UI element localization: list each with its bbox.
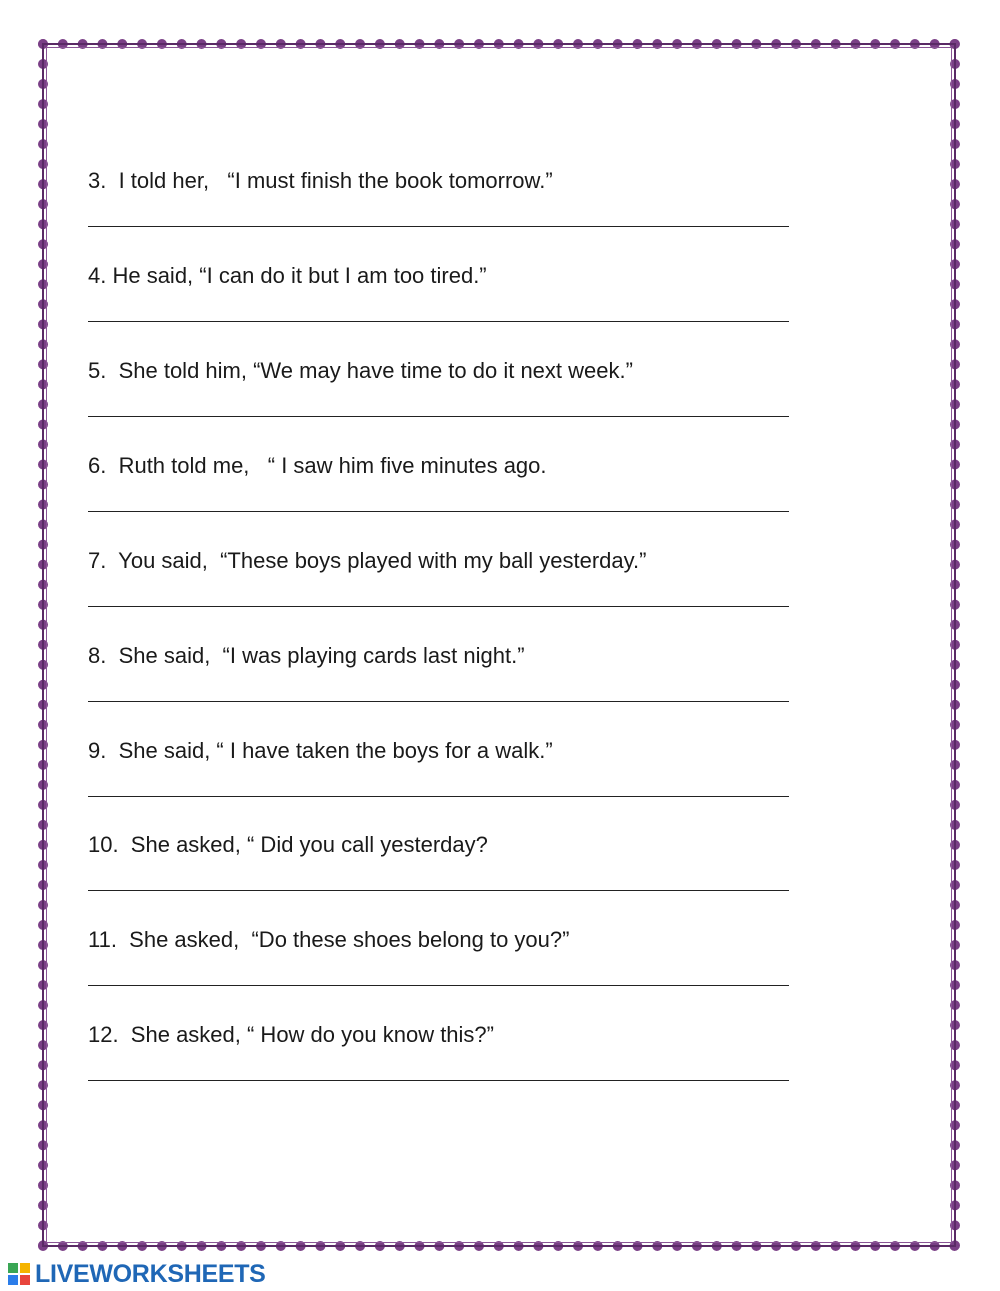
liveworksheets-logo[interactable] bbox=[8, 1261, 266, 1287]
answer-line[interactable] bbox=[88, 511, 789, 512]
question-4 bbox=[88, 263, 808, 358]
answer-line[interactable] bbox=[88, 985, 789, 986]
logo-text: LIVEWORKSHEETS bbox=[35, 1259, 266, 1288]
question-text: 3. I told her, “I must finish the book tomorrow.” bbox=[88, 168, 553, 193]
question-7 bbox=[88, 548, 808, 643]
answer-line[interactable] bbox=[88, 1080, 789, 1081]
liveworksheets-logo-icon bbox=[8, 1263, 32, 1285]
question-text: 12. She asked, “ How do you know this?” bbox=[88, 1022, 494, 1047]
question-10 bbox=[88, 832, 808, 927]
question-text: 6. Ruth told me, “ I saw him five minutes ago. bbox=[88, 453, 547, 478]
answer-line[interactable] bbox=[88, 321, 789, 322]
question-6 bbox=[88, 453, 808, 548]
question-text: 9. She said, “ I have taken the boys for a walk.” bbox=[88, 738, 553, 763]
question-8 bbox=[88, 643, 808, 738]
question-text: 5. She told him, “We may have time to do it next week.” bbox=[88, 358, 633, 383]
question-text: 4. He said, “I can do it but I am too tired.” bbox=[88, 263, 487, 288]
answer-line[interactable] bbox=[88, 416, 789, 417]
question-text: 7. You said, “These boys played with my ball yesterday.” bbox=[88, 548, 647, 573]
answer-line[interactable] bbox=[88, 606, 789, 607]
answer-line[interactable] bbox=[88, 226, 789, 227]
question-text: 11. She asked, “Do these shoes belong to you?” bbox=[88, 927, 570, 952]
answer-line[interactable] bbox=[88, 890, 789, 891]
question-text: 8. She said, “I was playing cards last night.” bbox=[88, 643, 525, 668]
answer-line[interactable] bbox=[88, 796, 789, 797]
answer-line[interactable] bbox=[88, 701, 789, 702]
question-12 bbox=[88, 1022, 808, 1117]
question-3 bbox=[88, 168, 808, 263]
question-5 bbox=[88, 358, 808, 453]
question-text: 10. She asked, “ Did you call yesterday? bbox=[88, 832, 488, 857]
question-9 bbox=[88, 738, 808, 833]
question-11 bbox=[88, 927, 808, 1022]
